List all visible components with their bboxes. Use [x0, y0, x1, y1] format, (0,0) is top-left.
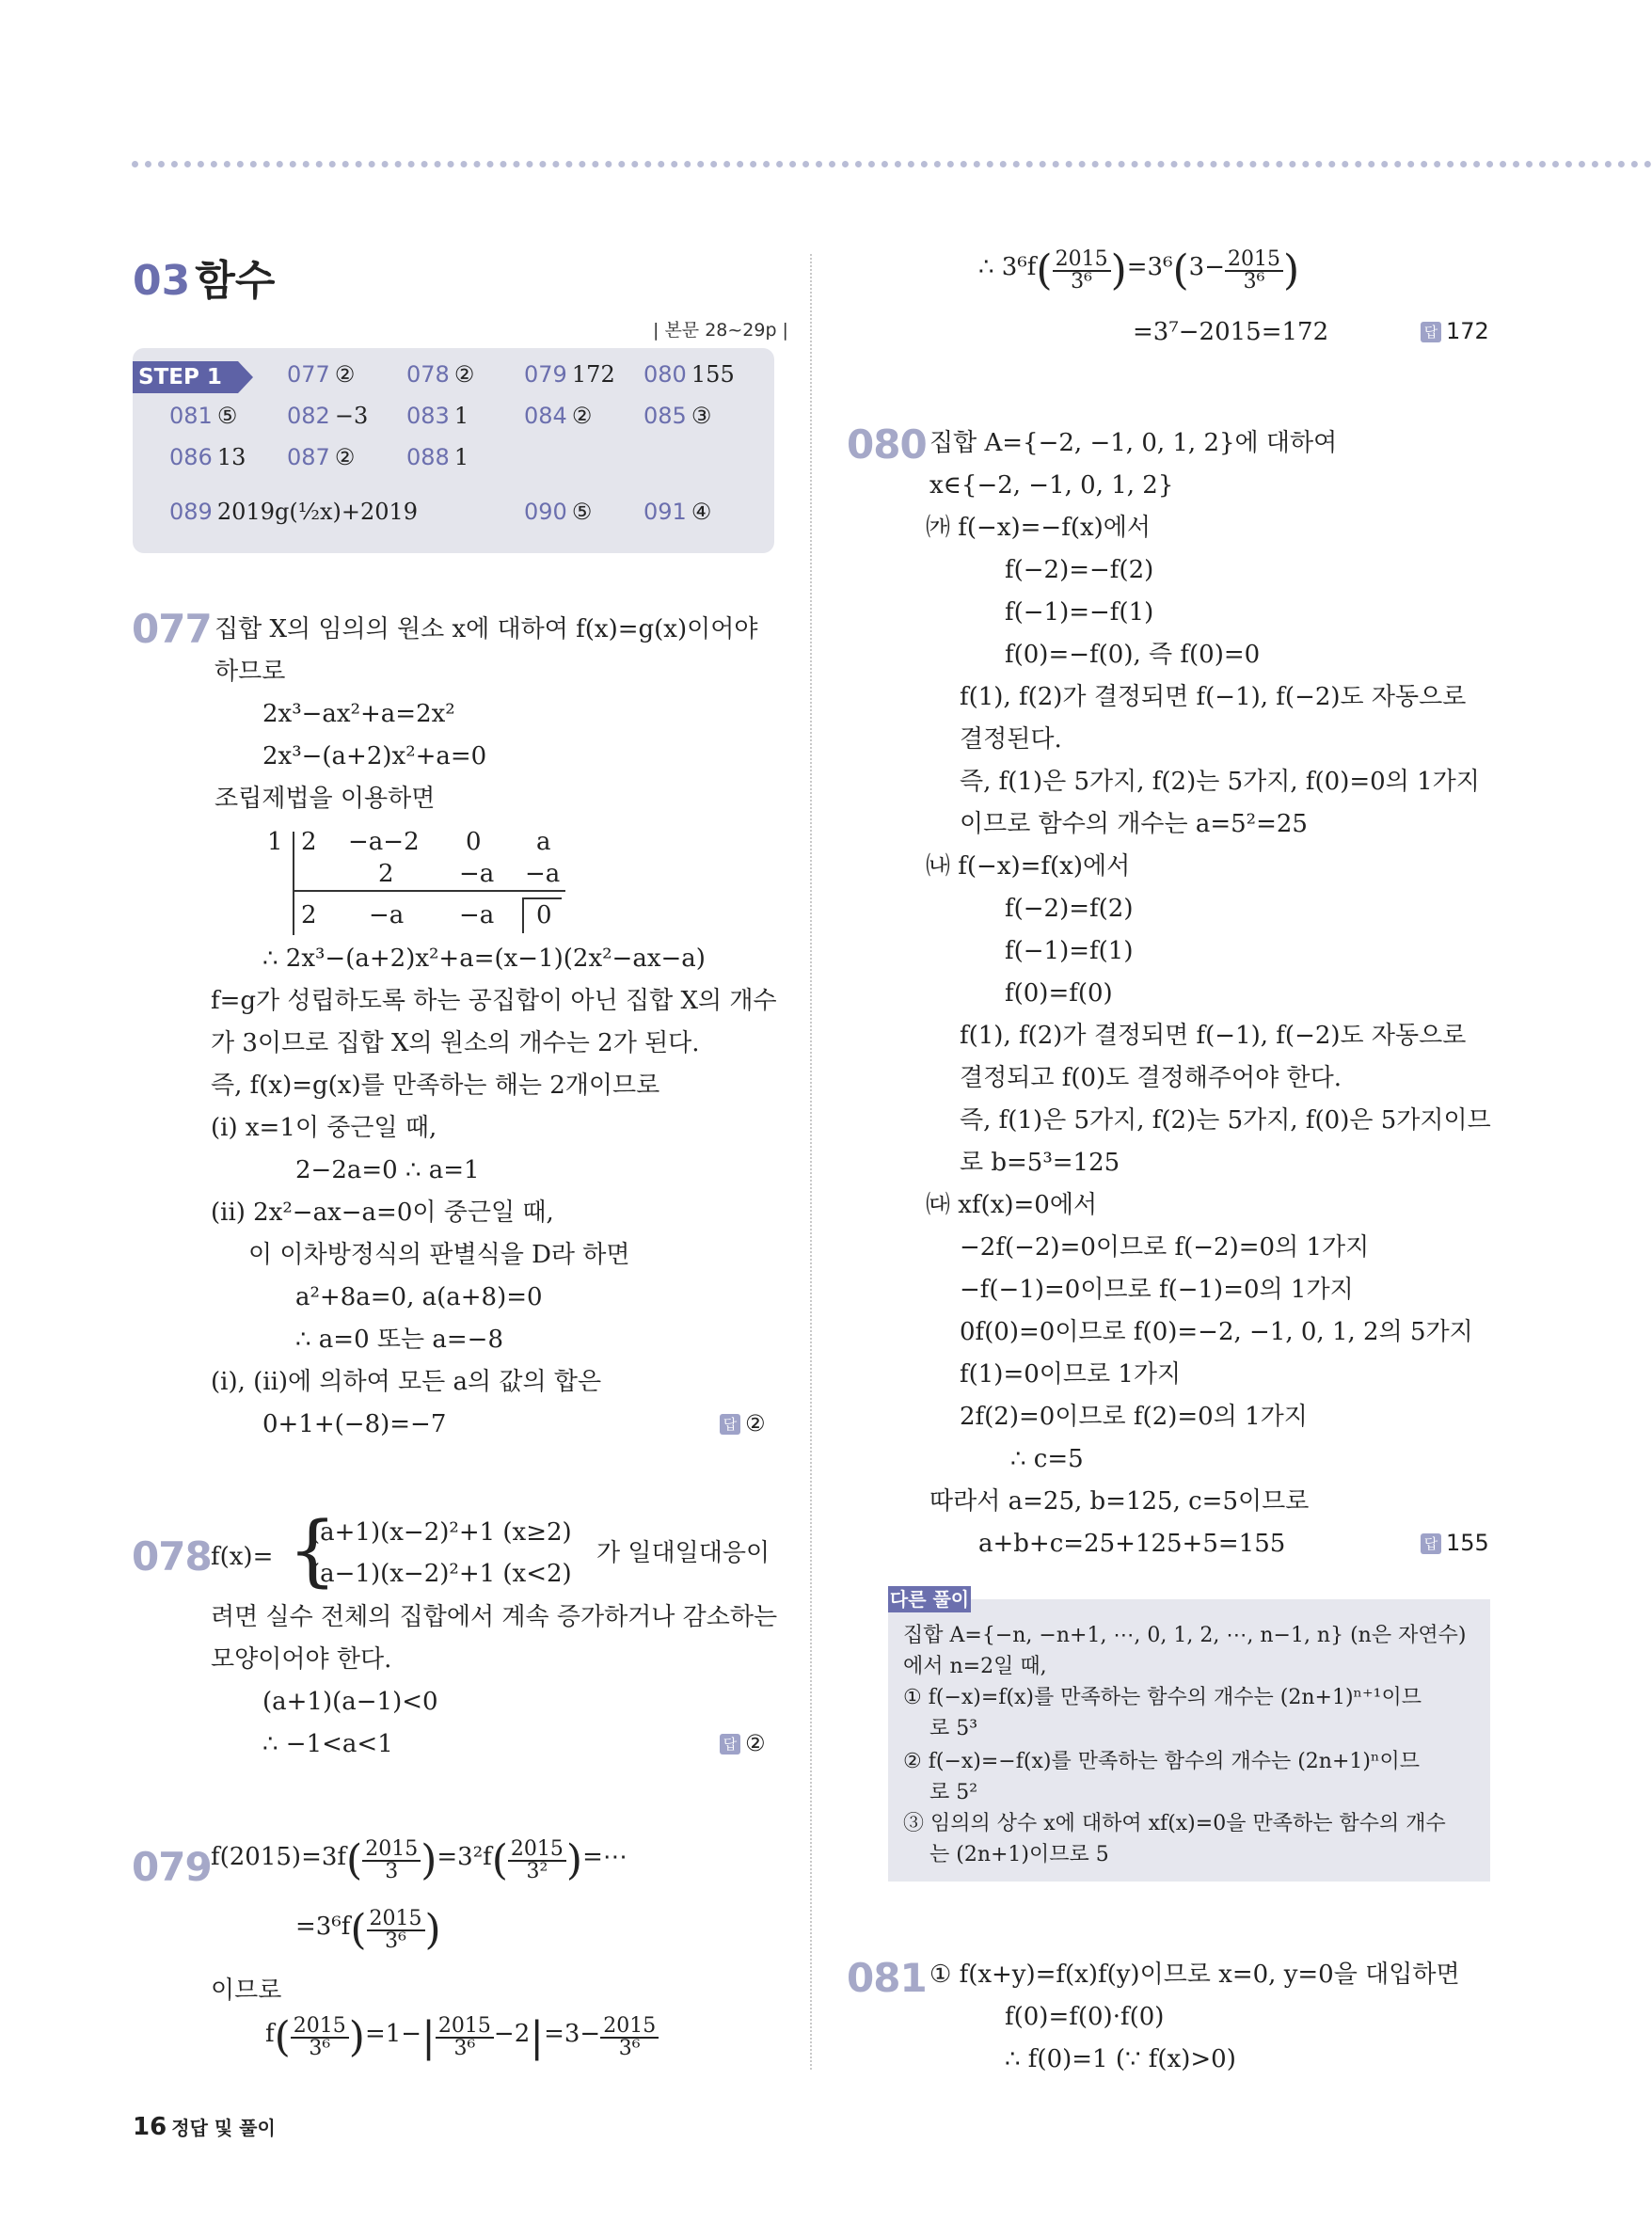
- answer-item: 088 1: [406, 444, 469, 470]
- synth-vertical-rule: [293, 832, 294, 935]
- p081-line: ① f(x+y)=f(x)f(y)이므로 x=0, y=0을 대입하면: [929, 1961, 1460, 1989]
- synth-cell: 0: [536, 901, 552, 929]
- p077-line: (ii) 2x²−ax−a=0이 중근일 때,: [211, 1199, 554, 1227]
- alt-solution-tag: 다른 풀이: [889, 1588, 970, 1611]
- answer-item: 078 ②: [406, 361, 475, 388]
- synth-cell: −a: [459, 901, 495, 929]
- p080-line: f(1), f(2)가 결정되면 f(−1), f(−2)도 자동으로: [960, 1022, 1467, 1050]
- column-divider: [810, 254, 812, 2070]
- p080-line: 즉, f(1)은 5가지, f(2)는 5가지, f(0)=0의 1가지: [960, 768, 1480, 796]
- alt-line: 는 (2n+1)이므로 5: [929, 1843, 1109, 1866]
- problem-number-079: 079: [132, 1844, 212, 1890]
- alt-line: ③ 임의의 상수 x에 대하여 xf(x)=0을 만족하는 함수의 개수: [903, 1812, 1446, 1835]
- brace-icon: {: [288, 1506, 338, 1596]
- alt-line: ② f(−x)=−f(x)를 만족하는 함수의 개수는 (2n+1)ⁿ이므: [903, 1750, 1420, 1773]
- p078-line: (a+1)(x−2)²+1 (x≥2): [310, 1518, 572, 1547]
- p080-line: x∈{−2, −1, 0, 1, 2}: [929, 471, 1174, 500]
- p078-line: 가 일대일대응이: [596, 1539, 770, 1567]
- alt-line: 로 5²: [929, 1781, 978, 1804]
- p077-line: 2−2a=0 ∴ a=1: [295, 1156, 480, 1184]
- p080-line: −2f(−2)=0이므로 f(−2)=0의 1가지: [960, 1233, 1370, 1262]
- footer-title: 정답 및 풀이: [171, 2117, 276, 2139]
- p080-line: 2f(2)=0이므로 f(2)=0의 1가지: [960, 1403, 1308, 1431]
- answer-item: 084 ②: [524, 403, 593, 429]
- section-heading: [133, 246, 275, 307]
- synth-cell: 2: [378, 860, 394, 888]
- p080-line: 결정된다.: [960, 725, 1062, 754]
- answer-item: 082 −3: [287, 403, 369, 429]
- p078-line: 려면 실수 전체의 집합에서 계속 증가하거나 감소하는: [211, 1603, 778, 1631]
- alt-line: ① f(−x)=f(x)를 만족하는 함수의 개수는 (2n+1)ⁿ⁺¹이므: [903, 1686, 1422, 1709]
- answer-item: 083 1: [406, 403, 469, 429]
- answer-item: 086 13: [169, 444, 246, 470]
- synth-cell: a: [536, 828, 551, 856]
- p080-line: −f(−1)=0이므로 f(−1)=0의 1가지: [960, 1276, 1354, 1304]
- p079-eq4: ∴ 3⁶f( $\frac{2015}{\text{3⁶}}$ )=3⁶(3− $\frac{2015}{\text{3⁶}}$ ): [978, 246, 1300, 294]
- p077-line: 조립제법을 이용하면: [214, 785, 436, 813]
- p081-line: f(0)=f(0)·f(0): [1005, 2003, 1165, 2031]
- p079-line: =3⁷−2015=172: [1133, 318, 1329, 346]
- p080-line: 집합 A={−2, −1, 0, 1, 2}에 대하여: [929, 429, 1338, 457]
- answer-label-box: 답: [1421, 1533, 1441, 1554]
- alt-line: 에서 n=2일 때,: [903, 1655, 1047, 1678]
- p080-line: f(−1)=−f(1): [1005, 598, 1154, 627]
- p080-line: f(0)=f(0): [1005, 979, 1113, 1008]
- p079-line: 이므로: [211, 1977, 282, 2005]
- synth-cell: 2: [301, 901, 317, 929]
- answer-item: 079 172: [524, 361, 615, 388]
- p080-line: ㈐ xf(x)=0에서: [926, 1191, 1098, 1219]
- p077-line: ∴ 2x³−(a+2)x²+a=(x−1)(2x²−ax−a): [262, 945, 706, 973]
- p080-line: 이므로 함수의 개수는 a=5²=25: [960, 810, 1308, 838]
- alt-line: 집합 A={−n, −n+1, ⋯, 0, 1, 2, ⋯, n−1, n} (n은 자연수): [903, 1624, 1467, 1647]
- p080-line: 따라서 a=25, b=125, c=5이므로: [929, 1487, 1310, 1516]
- answer-item: 085 ③: [643, 403, 712, 429]
- problem-number-081: 081: [847, 1955, 927, 2001]
- p077-line: (i), (ii)에 의하여 모든 a의 값의 합은: [211, 1368, 602, 1396]
- step1-tag: STEP 1: [133, 361, 238, 393]
- p078-line: (a−1)(x−2)²+1 (x<2): [310, 1560, 572, 1588]
- page-number: 16: [133, 2113, 167, 2141]
- answer-item: 091 ④: [643, 499, 712, 525]
- problem-number-077: 077: [132, 606, 212, 652]
- p081-line: ∴ f(0)=1 (∵ f(x)>0): [1005, 2045, 1236, 2073]
- p080-line: 즉, f(1)은 5가지, f(2)는 5가지, f(0)은 5가지이므: [960, 1106, 1491, 1135]
- synth-cell: 0: [466, 828, 482, 856]
- synth-cell: 2: [301, 828, 317, 856]
- p079-eq2: =3⁶f( $\frac{2015}{\text{3⁶}}$ ): [295, 1906, 441, 1954]
- p077-answer: 답 ②: [720, 1410, 766, 1437]
- p078-line: 모양이어야 한다.: [211, 1645, 392, 1674]
- alt-line: 로 5³: [929, 1717, 978, 1740]
- p077-line: 0+1+(−8)=−7: [262, 1410, 447, 1438]
- answer-item: 077 ②: [287, 361, 356, 388]
- p080-line: ∴ c=5: [1010, 1445, 1084, 1473]
- p077-line: 2x³−ax²+a=2x²: [262, 700, 455, 728]
- answer-item: 087 ②: [287, 444, 356, 470]
- answer-label-box: 답: [1421, 322, 1441, 342]
- p077-line: f=g가 성립하도록 하는 공집합이 아닌 집합 X의 개수: [211, 987, 777, 1015]
- p077-line: 2x³−(a+2)x²+a=0: [262, 742, 487, 770]
- p077-line: 이 이차방정식의 판별식을 D라 하면: [248, 1241, 630, 1269]
- p080-line: f(1)=0이므로 1가지: [960, 1360, 1182, 1389]
- p077-line: ∴ a=0 또는 a=−8: [295, 1326, 504, 1354]
- p079-eq1: f(2015)=3f( $\frac{2015}{3}$ )=3²f( $\frac{2015}{\text{3²}}$ )=⋯: [211, 1836, 627, 1884]
- answer-item: 090 ⑤: [524, 499, 593, 525]
- p077-line: 즉, f(x)=g(x)를 만족하는 해는 2개이므로: [211, 1072, 660, 1100]
- synth-cell: −a−2: [348, 828, 420, 856]
- p080-line: 결정되고 f(0)도 결정해주어야 한다.: [960, 1064, 1342, 1092]
- answer-item: 080 155: [643, 361, 735, 388]
- synth-divisor: 1: [267, 828, 283, 856]
- answer-item: 081 ⑤: [169, 403, 238, 429]
- p080-line: 0f(0)=0이므로 f(0)=−2, −1, 0, 1, 2의 5가지: [960, 1318, 1473, 1346]
- p080-line: ㈎ f(−x)=−f(x)에서: [926, 514, 1151, 542]
- p080-line: ㈏ f(−x)=f(x)에서: [926, 852, 1131, 881]
- p077-line: 집합 X의 임의의 원소 x에 대하여 f(x)=g(x)이어야: [214, 615, 758, 643]
- p080-line: f(−1)=f(1): [1005, 937, 1134, 965]
- section-number: 03: [133, 257, 191, 305]
- p080-line: 로 b=5³=125: [960, 1149, 1120, 1177]
- p078-line: (a+1)(a−1)<0: [262, 1688, 438, 1716]
- problem-number-080: 080: [847, 421, 927, 468]
- synth-cell: −a: [459, 860, 495, 888]
- p080-line: f(0)=−f(0), 즉 f(0)=0: [1005, 641, 1261, 669]
- answer-item: 089 2019g(½x)+2019: [169, 499, 419, 525]
- p080-line: f(−2)=f(2): [1005, 895, 1134, 923]
- section-title: 함수: [195, 257, 276, 305]
- p080-line: f(−2)=−f(2): [1005, 556, 1154, 584]
- p080-line: a+b+c=25+125+5=155: [978, 1530, 1286, 1558]
- p077-line: (i) x=1이 중근일 때,: [211, 1114, 437, 1142]
- page-reference: | 본문 28~29p |: [653, 320, 788, 341]
- p079-eq3: f( $\frac{2015}{\text{3⁶}}$ )=1−| $\frac{2015}{\text{3⁶}}$ −2|=3− $\frac{2015}{\text{3⁶}}$: [265, 2013, 659, 2061]
- synth-horizontal-rule: [293, 890, 565, 892]
- p078-line: f(x)=: [211, 1543, 274, 1571]
- p077-line: 가 3이므로 집합 X의 원소의 개수는 2가 된다.: [211, 1029, 700, 1057]
- answer-label-box: 답: [720, 1734, 740, 1755]
- page-footer: [133, 2113, 276, 2141]
- p077-line: 하므로: [214, 658, 286, 686]
- answer-label-box: 답: [720, 1414, 740, 1435]
- p078-line: ∴ −1<a<1: [262, 1730, 393, 1758]
- p077-line: a²+8a=0, a(a+8)=0: [295, 1283, 543, 1311]
- p080-answer: 답 155: [1421, 1530, 1489, 1556]
- problem-number-078: 078: [132, 1533, 212, 1580]
- synth-cell: −a: [525, 860, 561, 888]
- p079-answer: 답 172: [1421, 318, 1489, 344]
- header-dotted-rule: [132, 161, 1652, 167]
- p080-line: f(1), f(2)가 결정되면 f(−1), f(−2)도 자동으로: [960, 683, 1467, 711]
- synth-cell: −a: [369, 901, 405, 929]
- p078-answer: 답 ②: [720, 1730, 766, 1756]
